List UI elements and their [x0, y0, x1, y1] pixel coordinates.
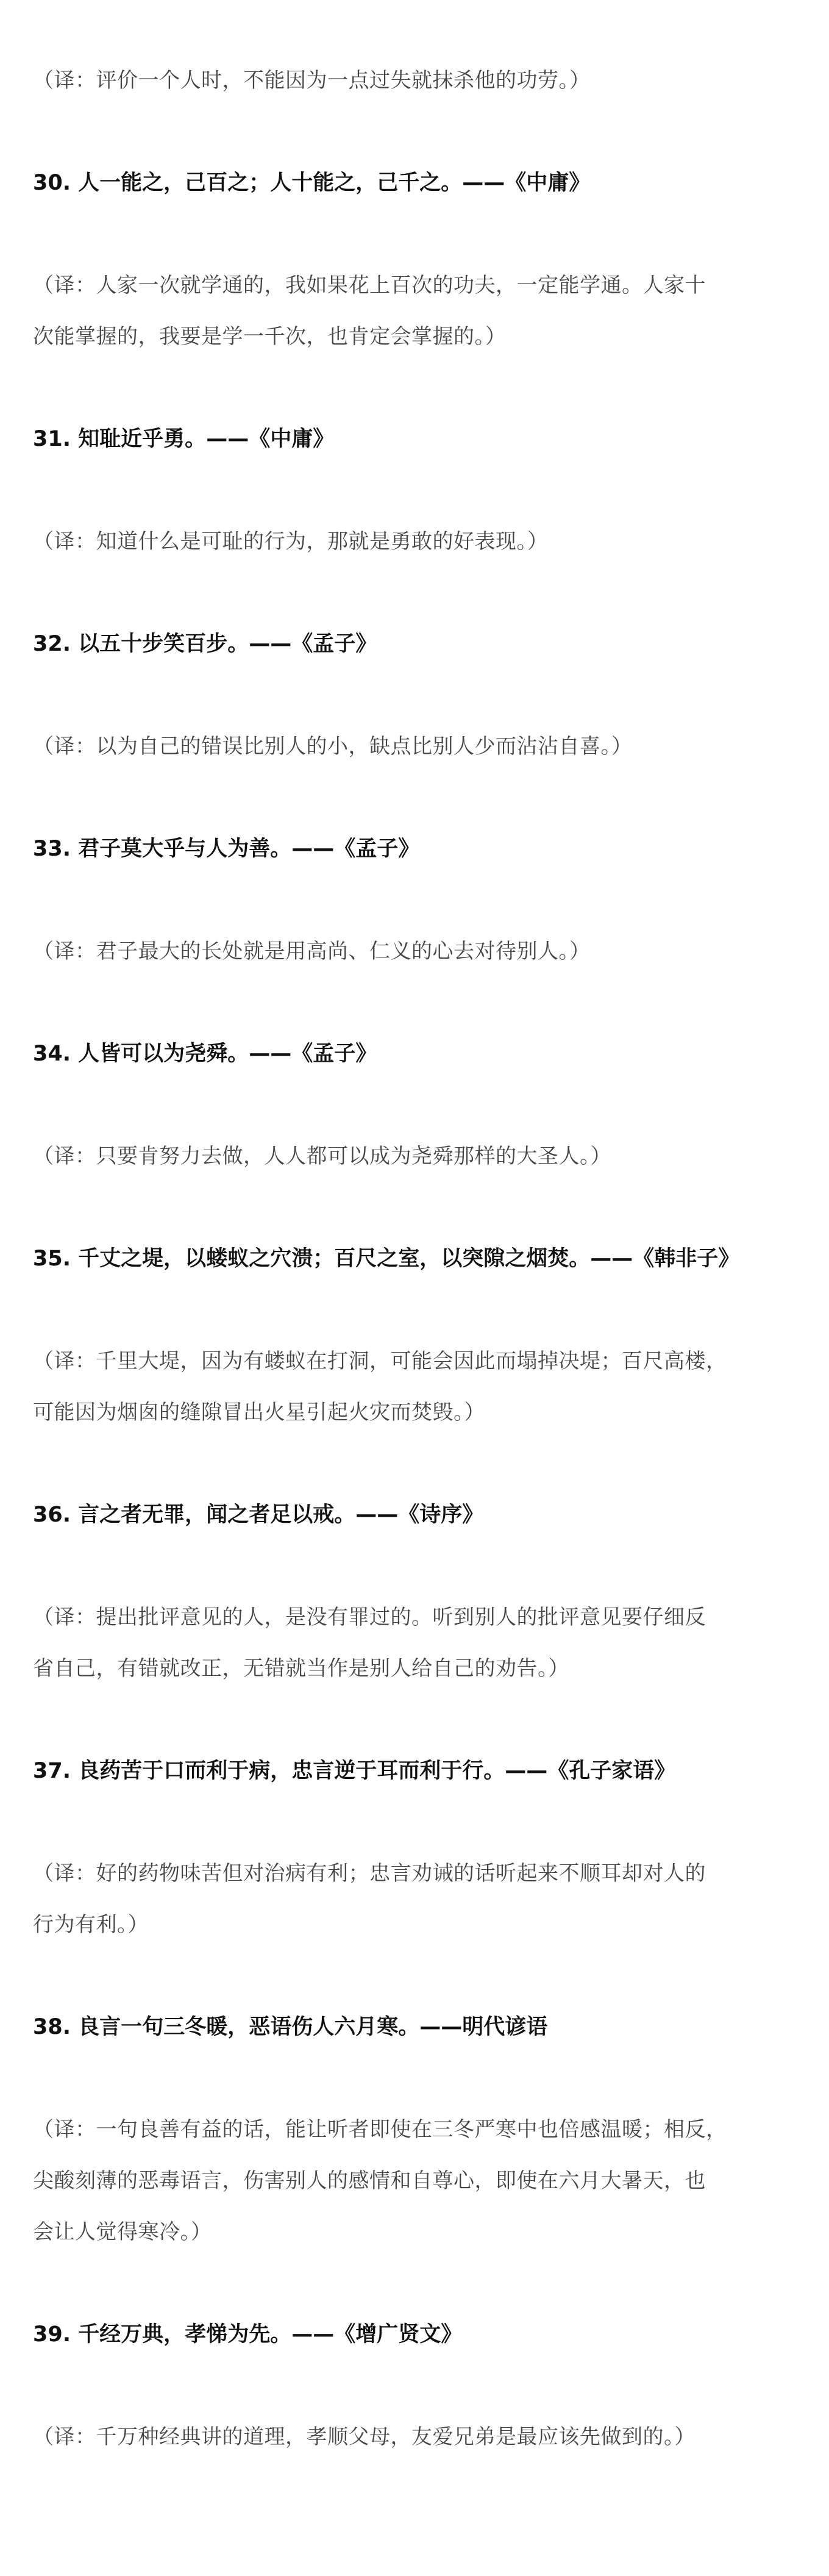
translation-line: 行为有利。） — [33, 1912, 149, 1937]
translation-line: （译：千里大堤，因为有蝼蚁在打洞，可能会因此而塌掉决堤；百尺高楼， — [33, 1349, 727, 1373]
translation-line: （译：知道什么是可耻的行为，那就是勇敢的好表现。） — [33, 529, 549, 554]
translation-line: （译：只要肯努力去做，人人都可以成为尧舜那样的大圣人。） — [33, 1144, 611, 1168]
translation-line: （译：好的药物味苦但对治病有利；忠言劝诫的话听起来不顺耳却对人的 — [33, 1861, 706, 1886]
quote-heading: 33. 君子莫大乎与人为善。——《孟子》 — [33, 837, 420, 861]
translation-line: （译：人家一次就学通的，我如果花上百次的功夫，一定能学通。人家十 — [33, 273, 706, 298]
quote-heading: 37. 良药苦于口而利于病，忠言逆于耳而利于行。——《孔子家语》 — [33, 1759, 676, 1783]
quote-heading: 35. 千丈之堤，以蝼蚁之穴溃；百尺之室，以突隙之烟焚。——《韩非子》 — [33, 1247, 740, 1271]
translation-line: （译：君子最大的长处就是用高尚、仁义的心去对待别人。） — [33, 939, 591, 964]
translation-line: 省自己，有错就改正，无错就当作是别人给自己的劝告。） — [33, 1656, 569, 1681]
quote-heading: 32. 以五十步笑百步。——《孟子》 — [33, 632, 377, 656]
quote-heading: 38. 良言一句三冬暖，恶语伤人六月寒。——明代谚语 — [33, 2015, 548, 2039]
translation-line: 会让人觉得寒冷。） — [33, 2220, 212, 2244]
translation-line: 尖酸刻薄的恶毒语言，伤害别人的感情和自尊心，即使在六月大暑天，也 — [33, 2169, 706, 2193]
quote-heading: 36. 言之者无罪，闻之者足以戒。——《诗序》 — [33, 1503, 484, 1527]
quote-heading: 39. 千经万典，孝悌为先。——《增广贤文》 — [33, 2322, 463, 2347]
translation-line: （译：千万种经典讲的道理，孝顺父母，友爱兄弟是最应该先做到的。） — [33, 2425, 696, 2449]
translation-line: （译：评价一个人时，不能因为一点过失就抹杀他的功劳。） — [33, 68, 591, 93]
translation-line: 次能掌握的，我要是学一千次，也肯定会掌握的。） — [33, 324, 507, 349]
quote-heading: 31. 知耻近乎勇。——《中庸》 — [33, 427, 335, 451]
quote-heading: 30. 人一能之，己百之；人十能之，己千之。——《中庸》 — [33, 171, 591, 195]
translation-line: （译：一句良善有益的话，能让听者即使在三冬严寒中也倍感温暖；相反， — [33, 2117, 727, 2142]
translation-line: 可能因为烟囱的缝隙冒出火星引起火灾而焚毁。） — [33, 1400, 485, 1425]
translation-line: （译：以为自己的错误比别人的小，缺点比别人少而沾沾自喜。） — [33, 734, 633, 759]
quote-heading: 34. 人皆可以为尧舜。——《孟子》 — [33, 1042, 377, 1066]
translation-line: （译：提出批评意见的人，是没有罪过的。听到别人的批评意见要仔细反 — [33, 1605, 706, 1630]
